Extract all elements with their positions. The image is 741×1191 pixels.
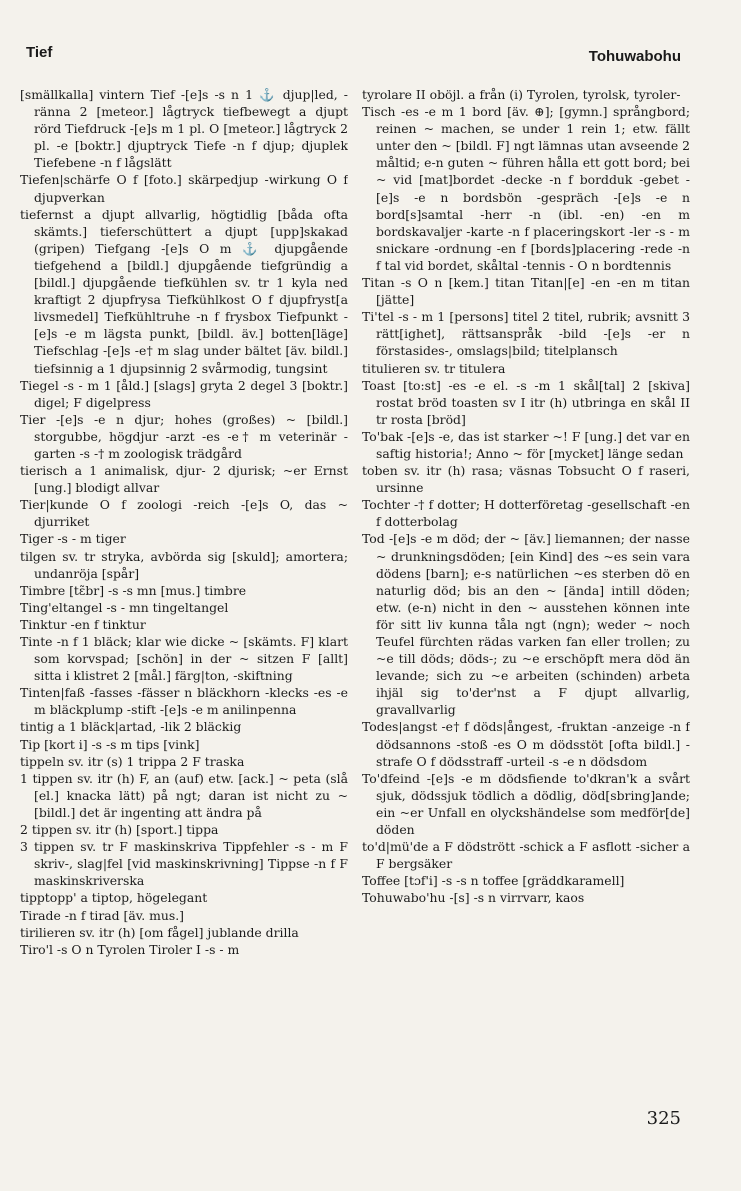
dictionary-entry: Tiegel -s - m 1 [åld.] [slags] gryta 2 degel 3 [boktr.] digel; F digelpress xyxy=(20,377,348,410)
dictionary-entry: 3 tippen sv. tr F maskinskriva Tippfehler -s - m F skriv-, slag|fel [vid maskinskrivning] Tippse -n f F maskinskriverska xyxy=(20,839,348,889)
dictionary-entry: titulieren sv. tr titulera xyxy=(362,360,506,376)
dictionary-entry: Tier -[e]s -e n djur; hohes (großes) ~ [bildl.] storgubbe, högdjur -arzt -es -e† m veterinär -garten -s -† m zoologisk trädgård xyxy=(20,411,348,461)
dictionary-entry: Tier|kunde O f zoologi -reich -[e]s O, das ~ djurriket xyxy=(20,497,348,530)
dictionary-entry: Titan -s O n [kem.] titan Titan|[e] -en -en m titan [jätte] xyxy=(362,275,690,308)
dictionary-entry: 1 tippen sv. itr (h) F, an (auf) etw. [ack.] ~ peta (slå [el.] knacka lätt) på ngt; daran ist nicht zu ~ [bildl.] det är ingenting att ändra på xyxy=(20,770,348,820)
dictionary-entry: to'd|mü'de a F dödstrött -schick a F asflott -sicher a F bergsäker xyxy=(362,839,690,872)
dictionary-entry: Tinte -n f 1 bläck; klar wie dicke ~ [skämts. F] klart som korvspad; [schön] in der ~ sitzen F [allt] sitta i klistret 2 [mål.] färg|ton, -skiftning xyxy=(20,634,348,684)
dictionary-entry: tintig a 1 bläck|artad, -lik 2 bläckig xyxy=(20,719,242,735)
dictionary-entry: Toast [to:st] -es -e el. -s -m 1 skål[tal] 2 [skiva] rostat bröd toasten sv I itr (h) utbringa en skål II tr rosta [bröd] xyxy=(362,377,690,427)
dictionary-entry: Toffee [tɔf'i] -s -s n toffee [gräddkaramell] xyxy=(362,873,625,889)
dictionary-entry: tipptopp' a tiptop, högelegant xyxy=(20,890,208,906)
dictionary-entry: tirilieren sv. itr (h) [om fågel] jublande drilla xyxy=(20,924,299,940)
dictionary-entry: To'bak -[e]s -e, das ist starker ~! F [ung.] det var en saftig historia!; Anno ~ för [mycket] länge sedan xyxy=(362,428,690,461)
dictionary-entry: Tiro'l -s O n Tyrolen Tiroler I -s - m xyxy=(20,941,240,957)
dictionary-entry: Tip [kort i] -s -s m tips [vink] xyxy=(20,736,200,752)
dictionary-entry: Tirade -n f tirad [äv. mus.] xyxy=(20,907,184,923)
dictionary-entry: 2 tippen sv. itr (h) [sport.] tippa xyxy=(20,822,219,838)
dictionary-entry: Ti'tel -s - m 1 [persons] titel 2 titel, rubrik; avsnitt 3 rätt[ighet], rättsanspråk -bild -[e]s -er n förstasides-, omslags|bild; titelplansch xyxy=(362,309,690,359)
dictionary-entry: tippeln sv. itr (s) 1 trippa 2 F traska xyxy=(20,753,245,769)
dictionary-entry: Tiefen|schärfe O f [foto.] skärpedjup -wirkung O f djupverkan xyxy=(20,172,348,205)
page-header xyxy=(0,0,741,80)
dictionary-entry: tiefernst a djupt allvarlig, högtidlig [båda ofta skämts.] tieferschüttert a djupt [upp]skakad (gripen) Tiefgang -[e]s O m ⚓ djupgående tiefgehend a [bildl.] djupgående tiefgründig a [bildl.] djupgående tiefkühlen sv. tr 1 kyla ned kraftigt 2 djupfrysa Tiefkühlkost O f djupfryst[a livsmedel] Tiefkühltruhe -n f frysbox Tiefpunkt -[e]s -e m lägsta punkt, [bildl. äv.] botten[läge] Tiefschlag -[e]s -e† m slag under bältet [äv. bildl.] tiefsinnig a 1 djupsinnig 2 svårmodig, tungsint xyxy=(20,206,348,376)
dictionary-entry: Todes|angst -e† f döds|ångest, -fruktan -anzeige -n f dödsannons -stoß -es O m dödsstöt [ofta bildl.] -strafe O f dödsstraff -urteil -s -e n dödsdom xyxy=(362,719,690,769)
dictionary-entry: [smällkalla] vintern Tief -[e]s -s n 1 ⚓ djup|led, -ränna 2 [meteor.] lågtryck tiefbewegt a djupt rörd Tiefdruck -[e]s m 1 pl. O [meteor.] lågtryck 2 pl. -e [boktr.] djuptryck Tiefe -n f djup; djuplek Tiefebene -n f lågslätt xyxy=(20,87,348,171)
page-number: 325 xyxy=(646,1108,681,1129)
running-head-left: Tief xyxy=(26,44,53,61)
dictionary-entry: Ting'eltangel -s - mn tingeltangel xyxy=(20,599,229,615)
running-head-right: Tohuwabohu xyxy=(588,48,681,65)
dictionary-entry: Tiger -s - m tiger xyxy=(20,531,126,547)
dictionary-entry: tierisch a 1 animalisk, djur- 2 djurisk; ~er Ernst [ung.] blodigt allvar xyxy=(20,463,348,496)
dictionary-entry: Timbre [tɛ̃br] -s -s mn [mus.] timbre xyxy=(20,582,247,598)
dictionary-entry: Tohuwabo'hu -[s] -s n virrvarr, kaos xyxy=(362,890,585,906)
dictionary-entry: Tisch -es -e m 1 bord [äv. ⊕]; [gymn.] språngbord; reinen ~ machen, se under 1 rein 1; etw. fällt unter den ~ [bildl. F] ngt lämnas utan avseende 2 måltid; e-n guten ~ führen hålla ett gott bord; bei ~ vid [mat]bordet -decke -n f bordduk -gebet -[e]s -e n bordsbön -gespräch -[e]s -e n bord[s]samtal -herr -n (ibl. -en) -en m bordskavaljer -karte -n f placeringskort -ler -s - m snickare -ordnung -en f [bords]placering -rede -n f tal vid bordet, skåltal -tennis - O n bordtennis xyxy=(362,104,690,273)
right-column xyxy=(362,86,690,1096)
dictionary-columns xyxy=(20,86,690,1096)
dictionary-entry: toben sv. itr (h) rasa; väsnas Tobsucht O f raseri, ursinne xyxy=(362,463,690,496)
left-column xyxy=(20,86,348,1096)
dictionary-entry: tyrolare II oböjl. a från (i) Tyrolen, tyrolsk, tyroler- xyxy=(362,87,681,102)
dictionary-entry: tilgen sv. tr stryka, avbörda sig [skuld]; amortera; undanröja [spår] xyxy=(20,548,348,581)
dictionary-entry: Tinktur -en f tinktur xyxy=(20,616,146,632)
dictionary-entry: Tod -[e]s -e m död; der ~ [äv.] liemannen; der nasse ~ drunkningsdöden; [ein Kind] des ~es sein vara dödens [barn]; e-s natürlichen ~es sterben dö en naturlig död; bis an den ~ [ända] intill döden; etw. (e-n) nicht in den ~ ausstehen können inte för sitt liv kunna tåla ngt (ngn); weder ~ noch Teufel fürchten rädas varken fan eller trollen; zu ~e till döds; döds-; zu ~e erschöpft mera död än levande; sich zu ~e arbeiten (schinden) arbeta ihjäl sig to'der'nst a F djupt allvarlig, gravallvarlig xyxy=(362,531,690,718)
dictionary-entry: Tinten|faß -fasses -fässer n bläckhorn -klecks -es -e m bläckplump -stift -[e]s -e m anilinpenna xyxy=(20,685,348,718)
dictionary-entry: Tochter -† f dotter; H dotterföretag -gesellschaft -en f dotterbolag xyxy=(362,497,690,530)
dictionary-entry: To'dfeind -[e]s -e m dödsfiende to'dkran'k a svårt sjuk, dödssjuk tödlich a dödlig, död[sbring]ande; ein ~er Unfall en olyckshändelse som medför[de] döden xyxy=(362,770,690,838)
